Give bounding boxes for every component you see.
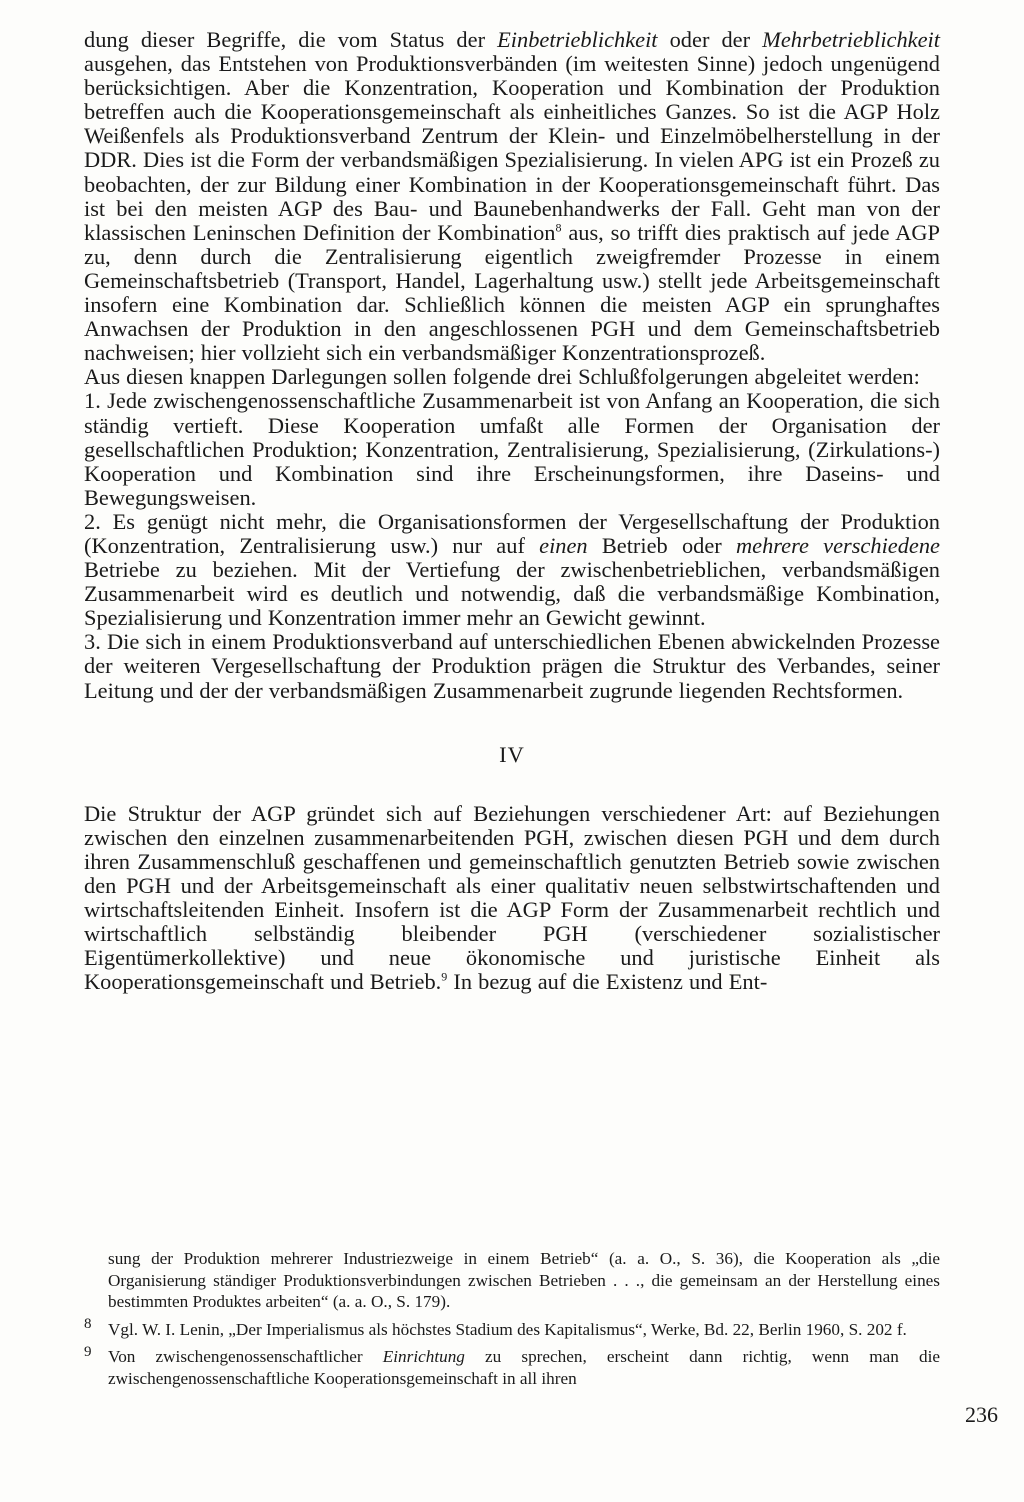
- text-run: oder der: [657, 27, 763, 52]
- footnote-text: Vgl. W. I. Lenin, „Der Imperialismus als höchstes Stadium des Kapitalismus“, Werke, Bd. 22, Berlin 1960, S. 202 f.: [108, 1319, 907, 1339]
- emphasis: Einrichtung: [382, 1347, 465, 1367]
- text-run: Betriebe zu beziehen. Mit der Vertiefung der zwischenbetrieblichen, verbandsmäßigen Zusammenarbeit wird es deutlich und notwendig, daß die verbandsmäßige Kombination, Spezialisierung und Konzentration immer mehr an Gewicht gewinnt.: [84, 557, 940, 631]
- text-run: Die Struktur der AGP gründet sich auf Beziehungen verschiedener Art: auf Beziehungen zwischen den einzelnen zusammenarbeitenden PGH, zwischen diesen PGH und dem durch ihren Zusammenschluß geschaffenen und gemeinschaftlich genutzten Betrieb sowie zwischen den PGH und der Arbeitsgemeinschaft als einer qualitativ neuen selbstwirtschaftenden und wirtschaftsleitenden Einheit. Insofern ist die AGP Form der Zusammenarbeit rechtlich und wirtschaftlich selbständig bleibender PGH (verschiedener sozialistischer Eigentümerkollektive) und neue ökonomische und juristische Einheit als Kooperationsgemeinschaft und Betrieb.: [84, 800, 940, 995]
- conclusion-item-1: 1. Jede zwischengenossenschaftliche Zusammenarbeit ist von Anfang an Kooperation, die sich ständig vertieft. Diese Kooperation umfaßt alle Formen der Organisation der gesellschaftlichen Produktion; Konzentration, Zentralisierung, Spezialisierung, (Zirkulations-) Kooperation und Kombination sind ihre Erscheinungsformen, ihre Daseins- und Bewegungsweisen.: [84, 388, 940, 510]
- emphasis: Mehrbetrieblichkeit: [762, 27, 940, 52]
- text-run: 2. Es genügt nicht mehr, die Organisationsformen der Vergesellschaftung der Produktion (Konzentration, Zentralisierung usw.) nur auf: [84, 508, 940, 558]
- page-number: 236: [965, 1402, 998, 1427]
- footnote-8: 8 Vgl. W. I. Lenin, „Der Imperialismus als höchstes Stadium des Kapitalismus“, Werke, Bd. 22, Berlin 1960, S. 202 f.: [84, 1316, 907, 1339]
- footnote-text: Von zwischengenossenschaftlicher: [108, 1347, 383, 1367]
- paragraph-1: [84, 28, 940, 365]
- text-run: ausgehen, das Entstehen von Produktionsverbänden (im weitesten Sinne) jedoch ungenügend berücksichtigen. Aber die Konzentration, Kooperation und Kombination der Produktion betreffen auch die Kooperationsgemeinschaft als einheitliches Ganzes. So ist die AGP Holz Weißenfels als Produktionsverband Zentrum der Klein- und Einzelmöbelherstellung in der DDR. Dies ist die Form der verbandsmäßigen Spezialisierung. In vielen APG ist ein Prozeß zu beobachten, der zur Bildung einer Kombination in der Kooperationsgemeinschaft führt. Das ist bei den meisten AGP des Bau- und Baunebenhandwerks der Fall. Geht man von der klassischen Leninschen Definition der Kombination: [84, 51, 940, 245]
- paragraph-2: Aus diesen knappen Darlegungen sollen folgende drei Schlußfolgerungen abgeleitet werden:: [84, 364, 920, 390]
- conclusion-item-3: 3. Die sich in einem Produktionsverband auf unterschiedlichen Ebenen abwickelnden Prozesse der weiteren Vergesellschaftung der Produktion prägen die Struktur des Verbandes, seiner Leitung und der der verbandsmäßigen Zusammenarbeit zugrunde liegenden Rechtsformen.: [84, 629, 940, 703]
- footnote-9: 9 Von zwischengenossenschaftlicher Einrichtung zu sprechen, erscheint dann richtig, wenn man die zwischengenossenschaftliche Kooperationsgemeinschaft in all ihren: [84, 1343, 940, 1388]
- footnote-text: zu sprechen, erscheint dann richtig, wenn man die zwischengenossenschaftliche Kooperationsgemeinschaft in all ihren: [108, 1347, 940, 1388]
- text-run: aus, so trifft dies praktisch auf jede AGP zu, denn durch die Zentralisierung eigentlich zweigfremder Prozesse in einem Gemeinschaftsbetrieb (Transport, Handel, Lagerhaltung usw.) stellt jede Arbeitsgemeinschaft insofern eine Kombination dar. Schließlich können die meisten AGP ein sprunghaftes Anwachsen der Produktion in den angeschlossenen PGH und dem Gemeinschaftsbetrieb nachweisen; hier vollzieht sich ein verbandsmäßiger Konzentrationsprozeß.: [84, 219, 940, 366]
- text-run: Betrieb oder: [587, 532, 736, 558]
- emphasis: mehrere verschiedene: [735, 532, 940, 558]
- section-heading: IV: [499, 741, 525, 767]
- emphasis: Einbetrieblichkeit: [497, 27, 658, 52]
- footnote-ref-8: 8: [555, 220, 562, 235]
- conclusion-item-2: [84, 510, 940, 630]
- paragraph-3: [84, 802, 940, 995]
- main-text: [84, 28, 940, 994]
- footnotes: [84, 1248, 940, 1396]
- text-run: In bezug auf die Existenz und Ent-: [447, 969, 768, 995]
- footnote-ref-9: 9: [441, 969, 448, 984]
- emphasis: einen: [539, 532, 588, 558]
- text-run: dung dieser Begriffe, die vom Status der: [84, 27, 498, 52]
- footnote-continuation: sung der Produktion mehrerer Industriezweige in einem Betrieb“ (a. a. O., S. 36), die Kooperation als „die Organisierung ständiger Produktionsverbindungen zwischen Betrieben . . ., die gemeinsam an der Herstellung eines bestimmten Produktes arbeiten“ (a. a. O., S. 179).: [108, 1249, 940, 1312]
